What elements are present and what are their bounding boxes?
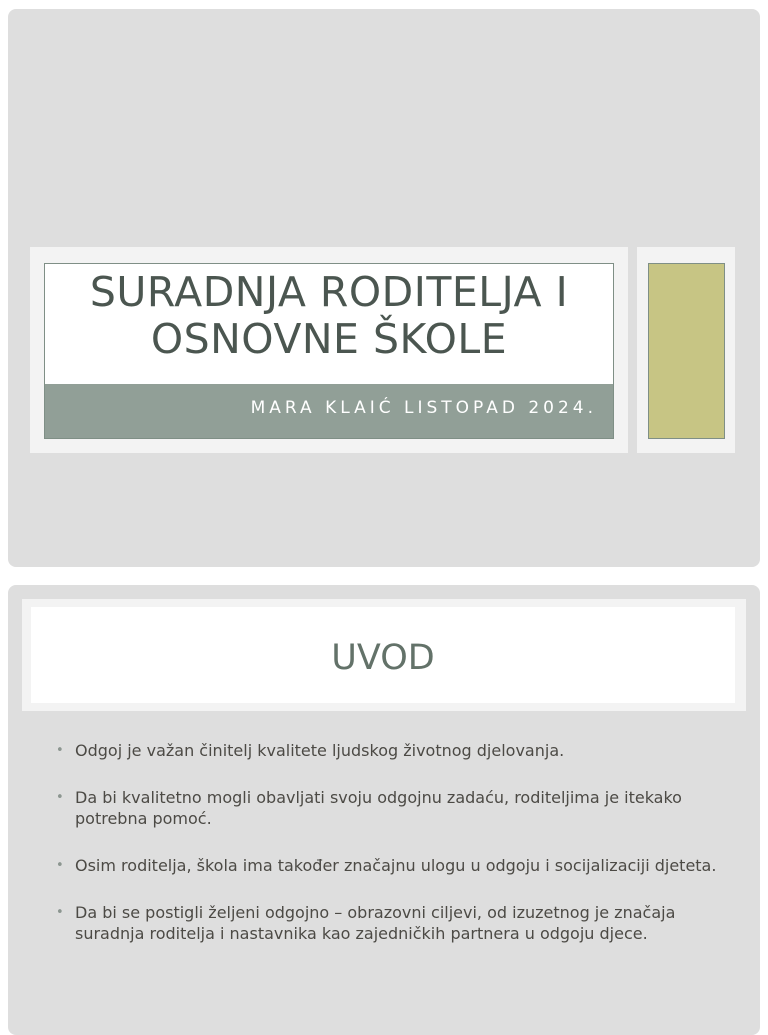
- title-frame: [30, 247, 628, 453]
- bullet-list: [52, 740, 742, 970]
- bullet-text: Da bi se postigli željeni odgojno – obrazovni ciljevi, od izuzetnog je značaja suradnja roditelja i nastavnika kao zajedničkih partnera u odgoju djece.: [75, 903, 676, 943]
- intro-slide[interactable]: [8, 585, 760, 1035]
- bullet-text: Odgoj je važan činitelj kvalitete ljudskog životnog djelovanja.: [75, 741, 565, 760]
- heading-frame: [22, 599, 746, 711]
- bullet-item: [52, 740, 742, 761]
- bullet-item: [52, 855, 742, 876]
- bullet-item: [52, 787, 742, 829]
- accent-block: [648, 263, 725, 439]
- bullet-icon: •: [56, 743, 64, 758]
- slide-title: SURADNJA RODITELJA I OSNOVNE ŠKOLE: [89, 268, 569, 363]
- accent-frame: [637, 247, 735, 453]
- bullet-icon: •: [56, 905, 64, 920]
- bullet-text: Osim roditelja, škola ima također značajnu ulogu u odgoju i socijalizaciji djeteta.: [75, 856, 717, 875]
- bullet-icon: •: [56, 858, 64, 873]
- slide-heading: UVOD: [331, 638, 435, 678]
- bullet-text: Da bi kvalitetno mogli obavljati svoju odgojnu zadaću, roditeljima je itekako potrebna pomoć.: [75, 788, 682, 828]
- slide-subtitle: MARA KLAIĆ LISTOPAD 2024.: [250, 398, 597, 418]
- bullet-icon: •: [56, 790, 64, 805]
- subtitle-band: [45, 384, 613, 438]
- title-slide[interactable]: [8, 9, 760, 567]
- heading-box: [31, 607, 735, 703]
- bullet-item: [52, 902, 742, 944]
- title-box: [44, 263, 614, 439]
